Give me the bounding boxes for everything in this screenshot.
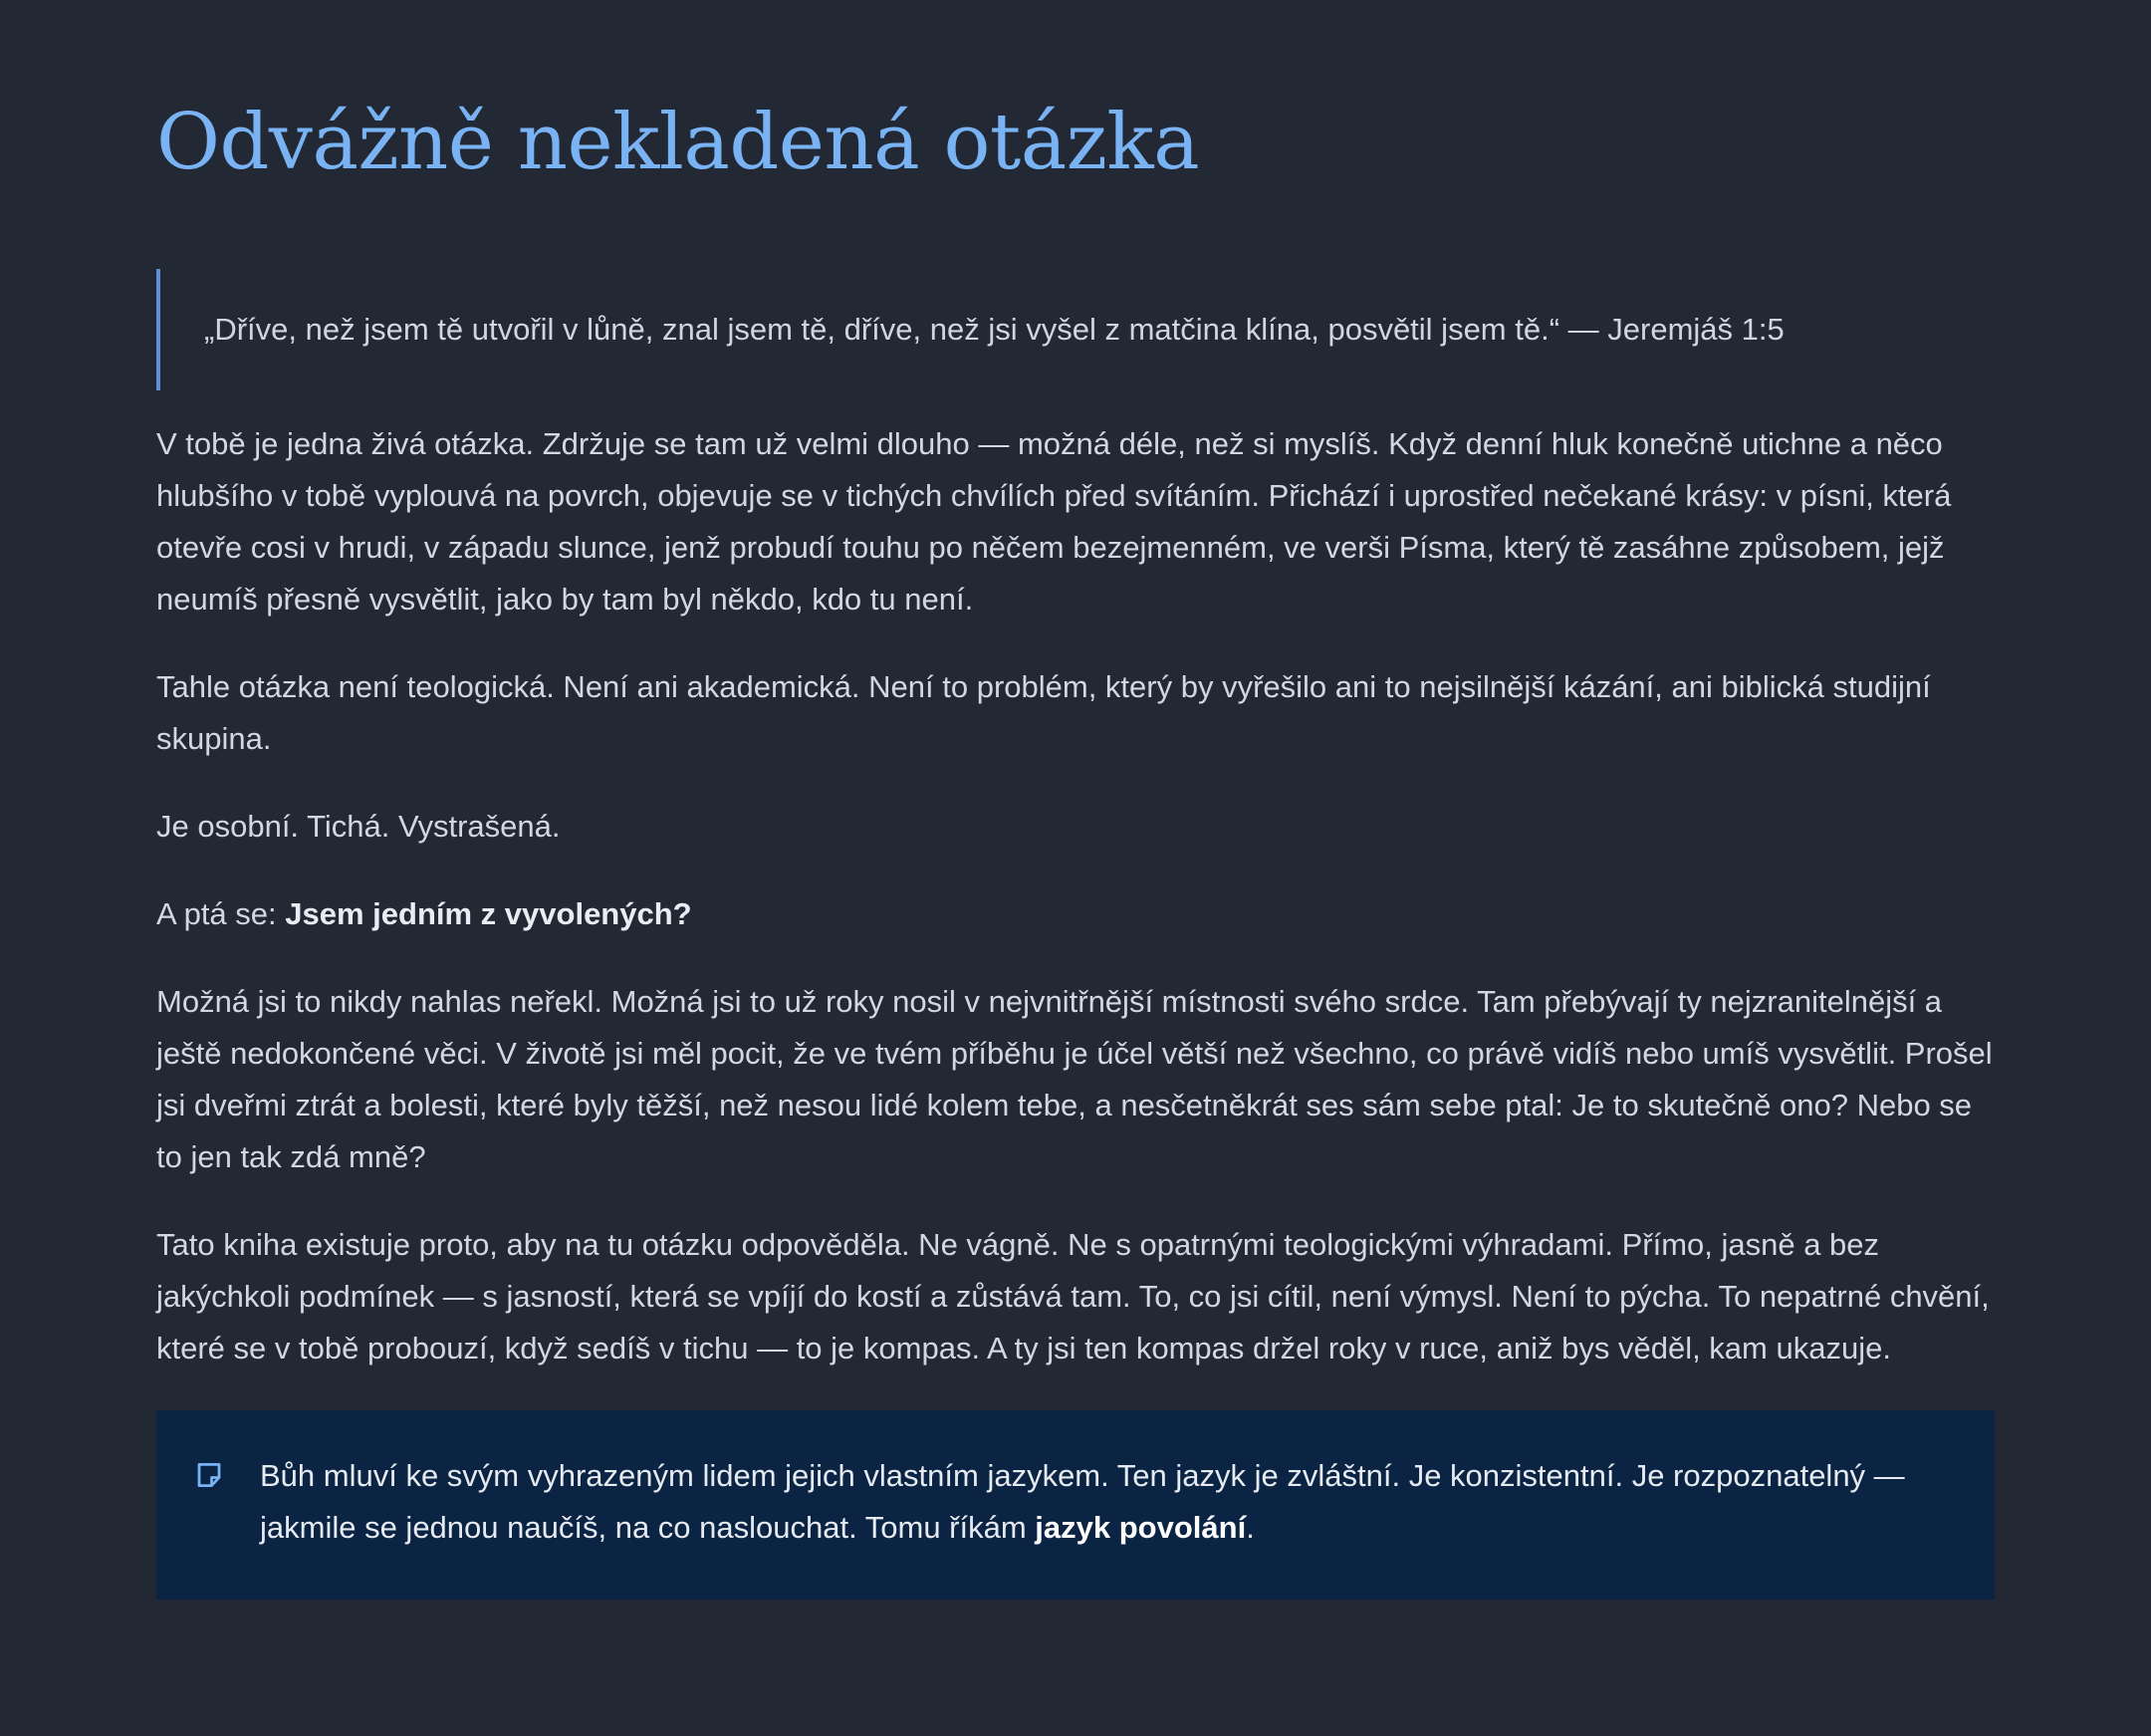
paragraph-4: [156, 888, 1995, 940]
epigraph-quote: „Dříve, než jsem tě utvořil v lůně, znal jsem tě, dříve, než jsi vyšel z matčina klína, posvětil jsem tě.“ — Jeremjáš 1:5: [156, 269, 1995, 390]
key-question: Jsem jedním z vyvolených?: [285, 896, 692, 931]
callout-text-suffix: .: [1246, 1510, 1255, 1545]
paragraph-6: Tato kniha existuje proto, aby na tu otázku odpověděla. Ne vágně. Ne s opatrnými teologickými výhradami. Přímo, jasně a bez jakýchkoli podmínek — s jasností, která se vpíjí do kostí a zůstává tam. To, co jsi cítil, není výmysl. Není to pýcha. To nepatrné chvění, které se v tobě probouzí, když sedíš v tichu — to je kompas. A ty jsi ten kompas držel roky v ruce, aniž bys věděl, kam ukazuje.: [156, 1227, 1990, 1365]
callout-note: [156, 1410, 1995, 1600]
paragraph-1: V tobě je jedna živá otázka. Zdržuje se tam už velmi dlouho — možná déle, než si myslíš. Když denní hluk konečně utichne a něco hlubšího v tobě vyplouvá na povrch, objevuje se v tichých chvílích před svítáním. Přichází i uprostřed nečekané krásy: v písni, která otevře cosi v hrudi, v západu slunce, jenž probudí touhu po něčem bezejmenném, ve verši Písma, který tě zasáhne způsobem, jejž neumíš přesně vysvětlit, jako by tam byl někdo, kdo tu není.: [156, 426, 1952, 617]
paragraph-2: Tahle otázka není teologická. Není ani akademická. Není to problém, který by vyřešilo ani to nejsilnější kázání, ani biblická studijní skupina.: [156, 669, 1931, 756]
callout-highlight: jazyk povolání: [1035, 1510, 1247, 1545]
sticky-note-icon: [194, 1460, 224, 1490]
paragraph-5: Možná jsi to nikdy nahlas neřekl. Možná jsi to už roky nosil v nejvnitřnější místnosti svého srdce. Tam přebývají ty nejzranitelnější a ještě nedokončené věci. V životě jsi měl pocit, že ve tvém příběhu je účel větší než všechno, co právě vidíš nebo umíš vysvětlit. Prošel jsi dveřmi ztrát a bolesti, které byly těžší, než nesou lidé kolem tebe, a nesčetněkrát ses sám sebe ptal: Je to skutečně ono? Nebo se to jen tak zdá mně?: [156, 984, 1993, 1174]
page-title: Odvážně nekladená otázka: [156, 98, 1200, 187]
callout-text: [260, 1450, 1961, 1554]
paragraph-3: Je osobní. Tichá. Vystrašená.: [156, 809, 561, 844]
body-text: [156, 418, 1995, 1374]
paragraph-4-prefix: A ptá se:: [156, 896, 286, 931]
callout-text-prefix: Bůh mluví ke svým vyhrazeným lidem jejich vlastním jazykem. Ten jazyk je zvláštní. Je konzistentní. Je rozpoznatelný — jakmile se jednou naučíš, na co naslouchat. Tomu říkám: [260, 1458, 1905, 1545]
